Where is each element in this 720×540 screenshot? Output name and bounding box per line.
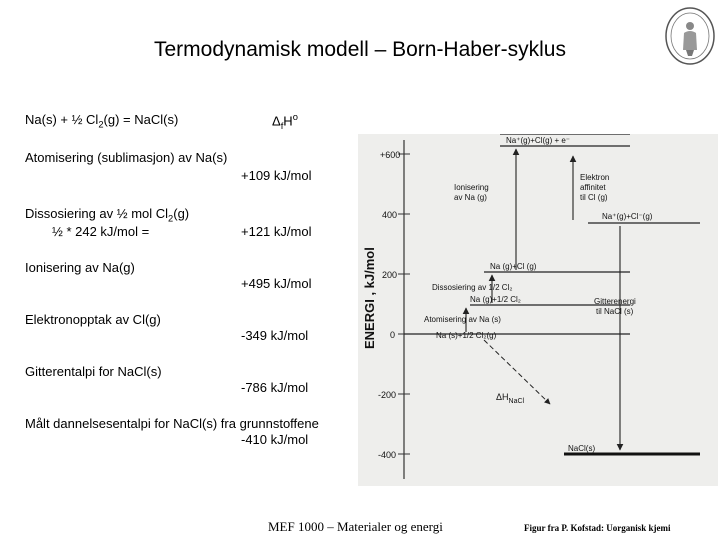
step-value-formation: -410 kJ/mol: [241, 432, 309, 447]
reaction-sub: 2: [98, 119, 104, 130]
delta-symbol: Δ: [272, 113, 281, 129]
level-nacl-label: NaCl(s): [568, 444, 596, 453]
electron-affinity-label-2: affinitet: [580, 183, 606, 192]
step-value-electron-affinity: -349 kJ/mol: [241, 328, 309, 343]
tick-label: 0: [390, 330, 396, 340]
level-na-gas-label: Na (g)+1/2 Cl₂: [470, 295, 521, 304]
tick-label: +600: [380, 150, 401, 160]
course-footer: MEF 1000 – Materialer og energi: [268, 519, 443, 534]
axis-label: ENERGI , kJ/mol: [362, 247, 377, 349]
dissociation-label-pre: Dissosiering av ½ mol Cl: [25, 206, 169, 221]
tick-label: -200: [378, 390, 397, 400]
step-value-atomization: +109 kJ/mol: [241, 168, 312, 183]
step-label-ionization: Ionisering av Na(g): [25, 260, 135, 275]
figure-credit: Figur fra P. Kofstad: Uorganisk kjemi: [524, 523, 671, 533]
enthalpy-h: H: [283, 113, 293, 129]
lattice-label-1: Gitterenergi: [594, 297, 636, 306]
reaction-post: (g) = NaCl(s): [103, 112, 179, 127]
tick-label: -400: [378, 450, 397, 460]
university-seal-icon: [664, 6, 716, 66]
formation-sub: NaCl: [508, 398, 525, 405]
tick-label: 200: [382, 270, 398, 280]
dissociation-label-post: (g): [173, 206, 190, 221]
formation-delta: ΔH: [496, 392, 509, 402]
level-top-text: Na⁺(g)+Cl(g) + e⁻: [506, 136, 571, 145]
dissociation-label-sub: 2: [168, 213, 174, 224]
lattice-label-2: til NaCl (s): [596, 307, 634, 316]
reaction-equation: [25, 112, 178, 130]
step-value-ionization: +495 kJ/mol: [241, 276, 312, 291]
level-standard-state-label: Na (s)+1/2 Cl₂(g): [436, 331, 497, 340]
step-value-dissociation: +121 kJ/mol: [241, 224, 312, 239]
ionization-label-1: Ionisering: [454, 183, 489, 192]
step-label-electron-affinity: Elektronopptak av Cl(g): [25, 312, 161, 327]
level-ion-pair-label: Na⁺(g)+Cl⁻(g): [602, 212, 653, 221]
level-gas-atoms-label: Na (g)+Cl (g): [490, 262, 537, 271]
page-title: Termodynamisk modell – Born-Haber-syklus: [154, 38, 566, 61]
enthalpy-column-header: [272, 112, 298, 131]
born-haber-diagram: [358, 134, 718, 486]
dissociation-label: Dissosiering av 1/2 Cl₂: [432, 283, 513, 292]
reaction-pre: Na(s) + ½ Cl: [25, 112, 99, 127]
electron-affinity-label-3: til Cl (g): [580, 193, 608, 202]
electron-affinity-label-1: Elektron: [580, 173, 610, 182]
step-note-dissociation: ½ * 242 kJ/mol =: [52, 224, 150, 239]
step-label-lattice: Gitterentalpi for NaCl(s): [25, 364, 162, 379]
atomization-label: Atomisering av Na (s): [424, 315, 501, 324]
enthalpy-sup: o: [292, 112, 298, 122]
step-label-formation: Målt dannelsesentalpi for NaCl(s) fra grunnstoffene: [25, 416, 319, 431]
tick-label: 400: [382, 210, 398, 220]
step-value-lattice: -786 kJ/mol: [241, 380, 309, 395]
delta-sub: f: [280, 120, 284, 131]
step-label-atomization: Atomisering (sublimasjon) av Na(s): [25, 150, 228, 165]
step-label-dissociation: [25, 206, 189, 224]
ionization-label-2: av Na (g): [454, 193, 487, 202]
